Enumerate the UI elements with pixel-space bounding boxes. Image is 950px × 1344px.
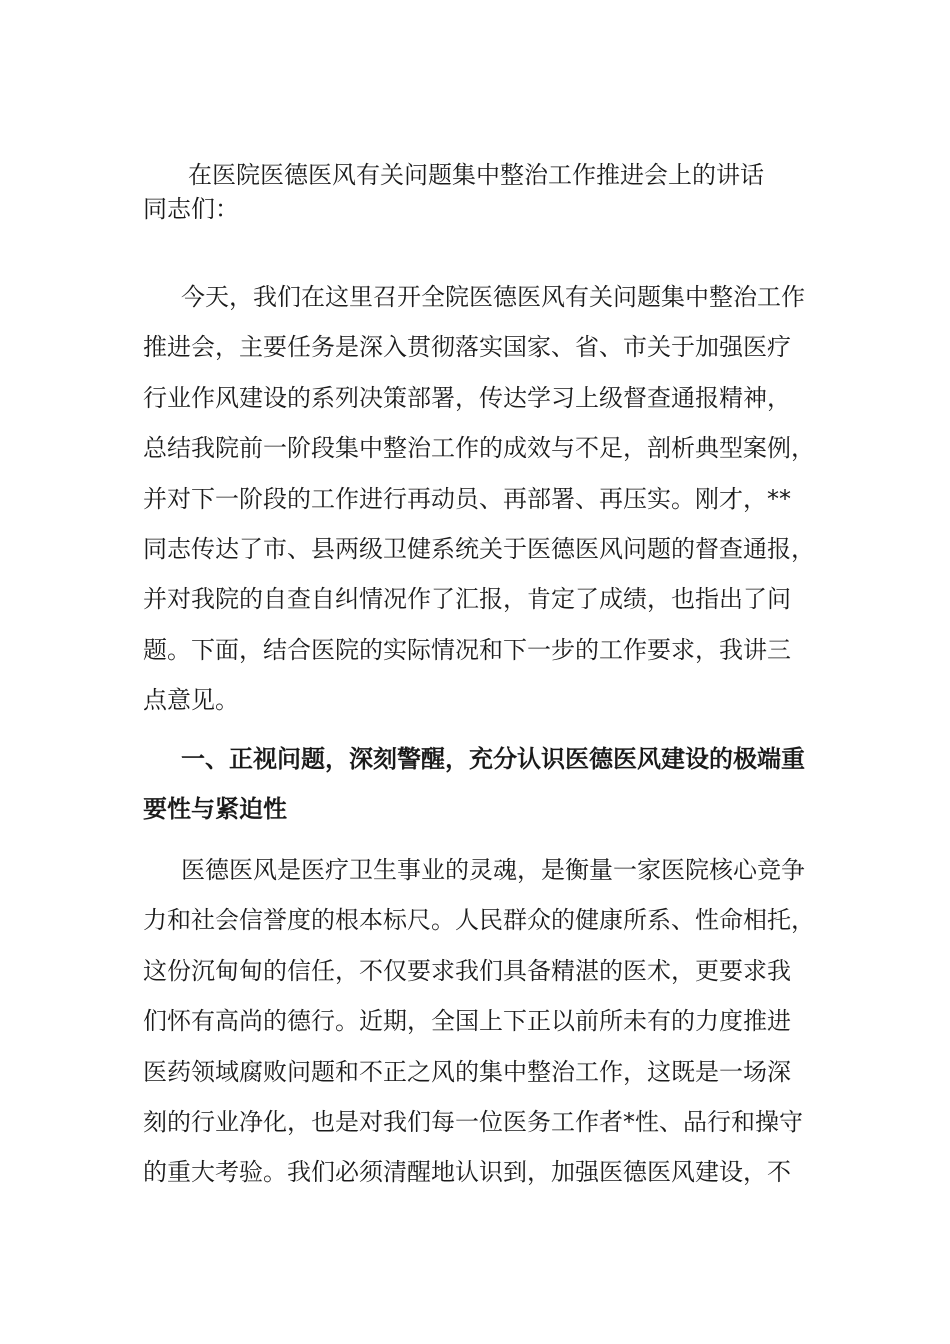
section-heading-1 — [143, 734, 823, 835]
paragraph-line: 力和社会信誉度的根本标尺。人民群众的健康所系、性命相托， — [143, 906, 815, 935]
paragraph-opening — [143, 272, 823, 726]
paragraph-line: 的重大考验。我们必须清醒地认识到，加强医德医风建设，不 — [143, 1158, 791, 1187]
paragraph-line: 同志传达了市、县两级卫健系统关于医德医风问题的督查通报， — [143, 534, 815, 563]
paragraph-line: 们怀有高尚的德行。近期，全国上下正以前所未有的力度推进 — [143, 1007, 791, 1036]
paragraph-section-1 — [143, 845, 823, 1198]
heading-line: 要性与紧迫性 — [143, 795, 287, 824]
salutation: 同志们： — [143, 195, 239, 223]
paragraph-line: 今天，我们在这里召开全院医德医风有关问题集中整治工作 — [181, 283, 805, 311]
paragraph-line: 行业作风建设的系列决策部署，传达学习上级督查通报精神， — [143, 383, 791, 412]
heading-line: 一、正视问题，深刻警醒，充分认识医德医风建设的极端重 — [181, 745, 805, 773]
paragraph-line: 医德医风是医疗卫生事业的灵魂，是衡量一家医院核心竞争 — [181, 856, 805, 884]
paragraph-line: 这份沉甸甸的信任，不仅要求我们具备精湛的医术，更要求我 — [143, 956, 791, 985]
paragraph-line: 并对我院的自查自纠情况作了汇报，肯定了成绩，也指出了问 — [143, 585, 791, 614]
paragraph-line: 题。下面，结合医院的实际情况和下一步的工作要求，我讲三 — [143, 635, 791, 664]
paragraph-line: 并对下一阶段的工作进行再动员、再部署、再压实。刚才，** — [143, 484, 791, 513]
paragraph-line: 医药领域腐败问题和不正之风的集中整治工作，这既是一场深 — [143, 1057, 791, 1086]
paragraph-line: 推进会，主要任务是深入贯彻落实国家、省、市关于加强医疗 — [143, 333, 791, 362]
document-title: 在医院医德医风有关问题集中整治工作推进会上的讲话 — [188, 161, 764, 189]
paragraph-line: 点意见。 — [143, 686, 239, 715]
paragraph-line: 总结我院前一阶段集中整治工作的成效与不足，剖析典型案例， — [143, 434, 815, 463]
paragraph-line: 刻的行业净化，也是对我们每一位医务工作者*性、品行和操守 — [143, 1107, 803, 1136]
